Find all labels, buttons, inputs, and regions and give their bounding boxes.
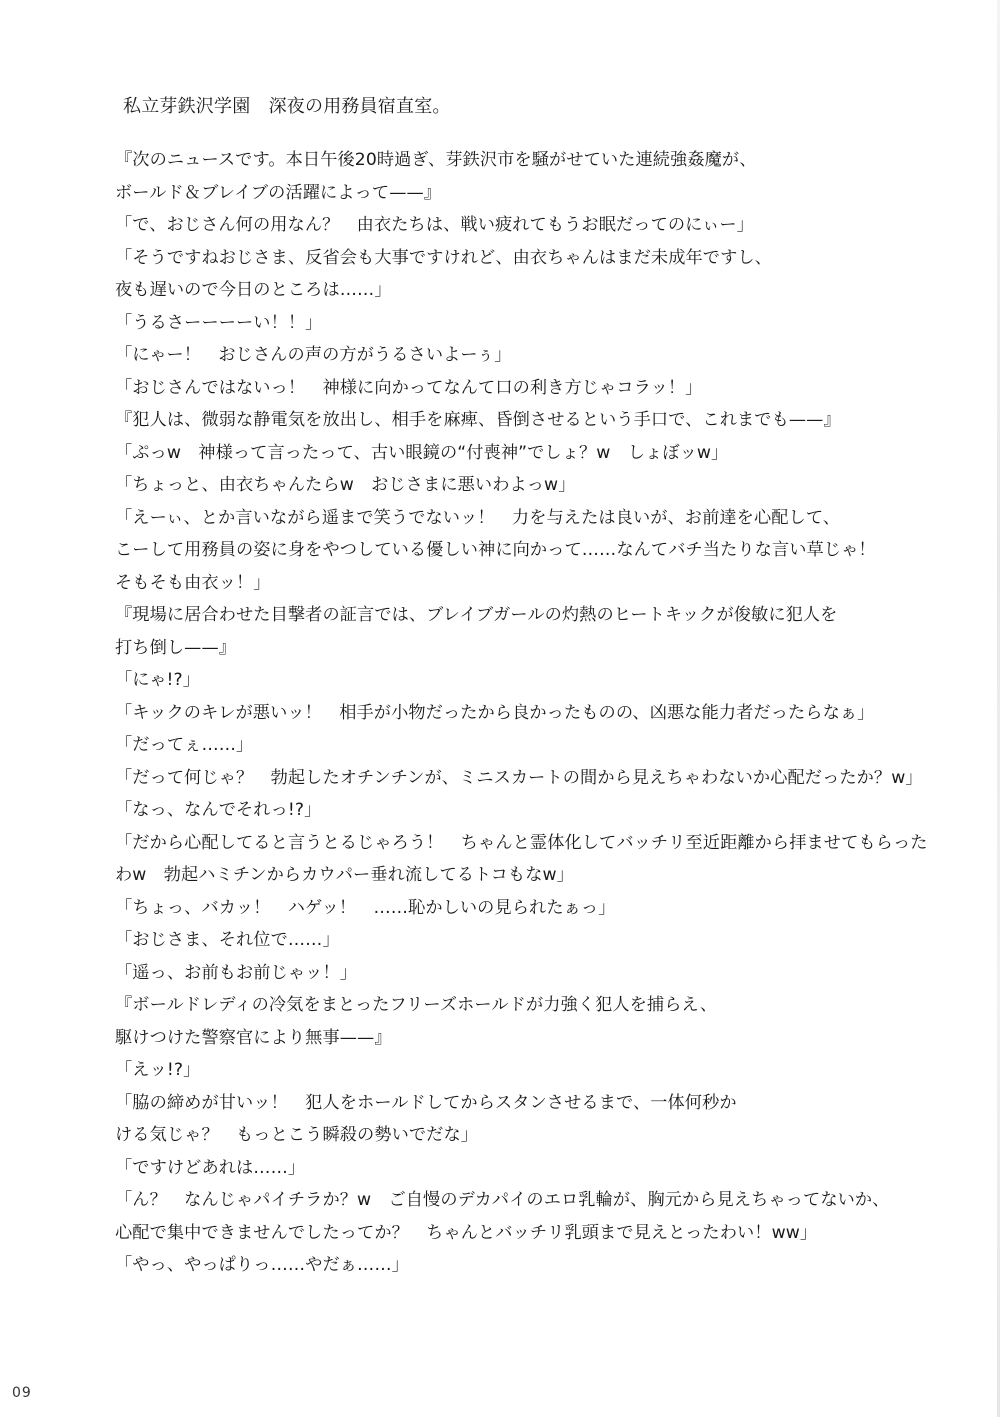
- text-line: 「だって何じゃ？ 勃起したオチンチンが、ミニスカートの間から見えちゃわないか心配だったか？w」: [115, 767, 923, 788]
- text-line: 「おじさま、それ位で……」: [115, 930, 340, 950]
- text-line: 「やっ、やっぱりっ……やだぁ……」: [115, 1255, 409, 1275]
- text-line: そもそも由衣ッ！」: [115, 572, 271, 593]
- text-line: 「脇の締めが甘いッ！ 犯人をホールドしてからスタンさせるまで、一体何秒か: [115, 1092, 737, 1113]
- text-line: 『次のニュースです。本日午後20時過ぎ、芽鉄沢市を騒がせていた連続強姦魔が、: [115, 150, 757, 170]
- text-line: 「遥っ、お前もお前じゃッ！」: [115, 962, 358, 983]
- text-line: ボールド＆ブレイブの活躍によって——』: [115, 182, 442, 203]
- dialogue-block: [115, 144, 935, 1282]
- text-line: わw 勃起ハミチンからカウパー垂れ流してるトコもなw」: [115, 865, 574, 885]
- text-line: 「えッ!?」: [115, 1060, 201, 1080]
- text-line: ける気じゃ？ もっとこう瞬殺の勢いでだな」: [115, 1125, 479, 1145]
- text-line: 「おじさんではないっ！ 神様に向かってなんて口の利き方じゃコラッ！」: [115, 377, 703, 398]
- text-line: 「ん？ なんじゃパイチラか？w ご自慢のデカパイのエロ乳輪が、胸元から見えちゃってないか、: [115, 1190, 890, 1210]
- text-line: 夜も遅いので今日のところは……」: [115, 280, 392, 300]
- text-line: 「だってぇ……」: [115, 735, 254, 755]
- scene-heading: 私立芽鉄沢学園 深夜の用務員宿直室。: [123, 96, 451, 117]
- text-line: 『犯人は、微弱な静電気を放出し、相手を麻痺、昏倒させるという手口で、これまでも——』: [115, 410, 841, 430]
- text-line: 「ぷっw 神様って言ったって、古い眼鏡の“付喪神”でしょ？w しょぼッw」: [115, 442, 729, 463]
- text-line: 「えーぃ、とか言いながら遥まで笑うでないッ！ 力を与えたは良いが、お前達を心配して、: [115, 507, 841, 528]
- text-line: 「うるさーーーーい！！」: [115, 312, 323, 333]
- text-line: 「ちょっ、バカッ！ ハゲッ！ ……恥かしいの見られたぁっ」: [115, 897, 616, 918]
- text-line: 心配で集中できませんでしたってか？ ちゃんとバッチリ乳頭まで見えとったわい！ww」: [115, 1222, 818, 1243]
- text-line: 「ですけどあれは……」: [115, 1157, 306, 1178]
- text-line: 駆けつけた警察官により無事——』: [115, 1027, 392, 1048]
- text-line: 「なっ、なんでそれっ!?」: [115, 800, 322, 820]
- text-line: 打ち倒し——』: [115, 637, 237, 658]
- text-line: こーして用務員の姿に身をやつしている優しい神に向かって……なんてバチ当たりな言い草じゃ！: [115, 540, 876, 560]
- text-line: 「ちょっと、由衣ちゃんたらw おじさまに悪いわよっw」: [115, 475, 576, 495]
- text-line: 『現場に居合わせた目撃者の証言では、ブレイブガールの灼熱のヒートキックが俊敏に犯人を: [115, 605, 838, 625]
- text-line: 「だから心配してると言うとるじゃろう！ ちゃんと霊体化してバッチリ至近距離から拝ませてもらった: [115, 832, 928, 853]
- text-line: 「キックのキレが悪いッ！ 相手が小物だったから良かったものの、凶悪な能力者だったらなぁ」: [115, 702, 875, 723]
- text-line: 「で、おじさん何の用なん？ 由衣たちは、戦い疲れてもうお眠だってのにぃー」: [115, 215, 754, 235]
- text-line: 「にゃ!?」: [115, 670, 201, 690]
- text-line: 『ボールドレディの冷気をまとったフリーズホールドが力強く犯人を捕らえ、: [115, 995, 718, 1015]
- page-number: 09: [12, 1385, 32, 1401]
- text-line: 「そうですねおじさま、反省会も大事ですけれど、由衣ちゃんはまだ未成年ですし、: [115, 247, 772, 268]
- text-line: 「にゃー！ おじさんの声の方がうるさいよーぅ」: [115, 345, 512, 365]
